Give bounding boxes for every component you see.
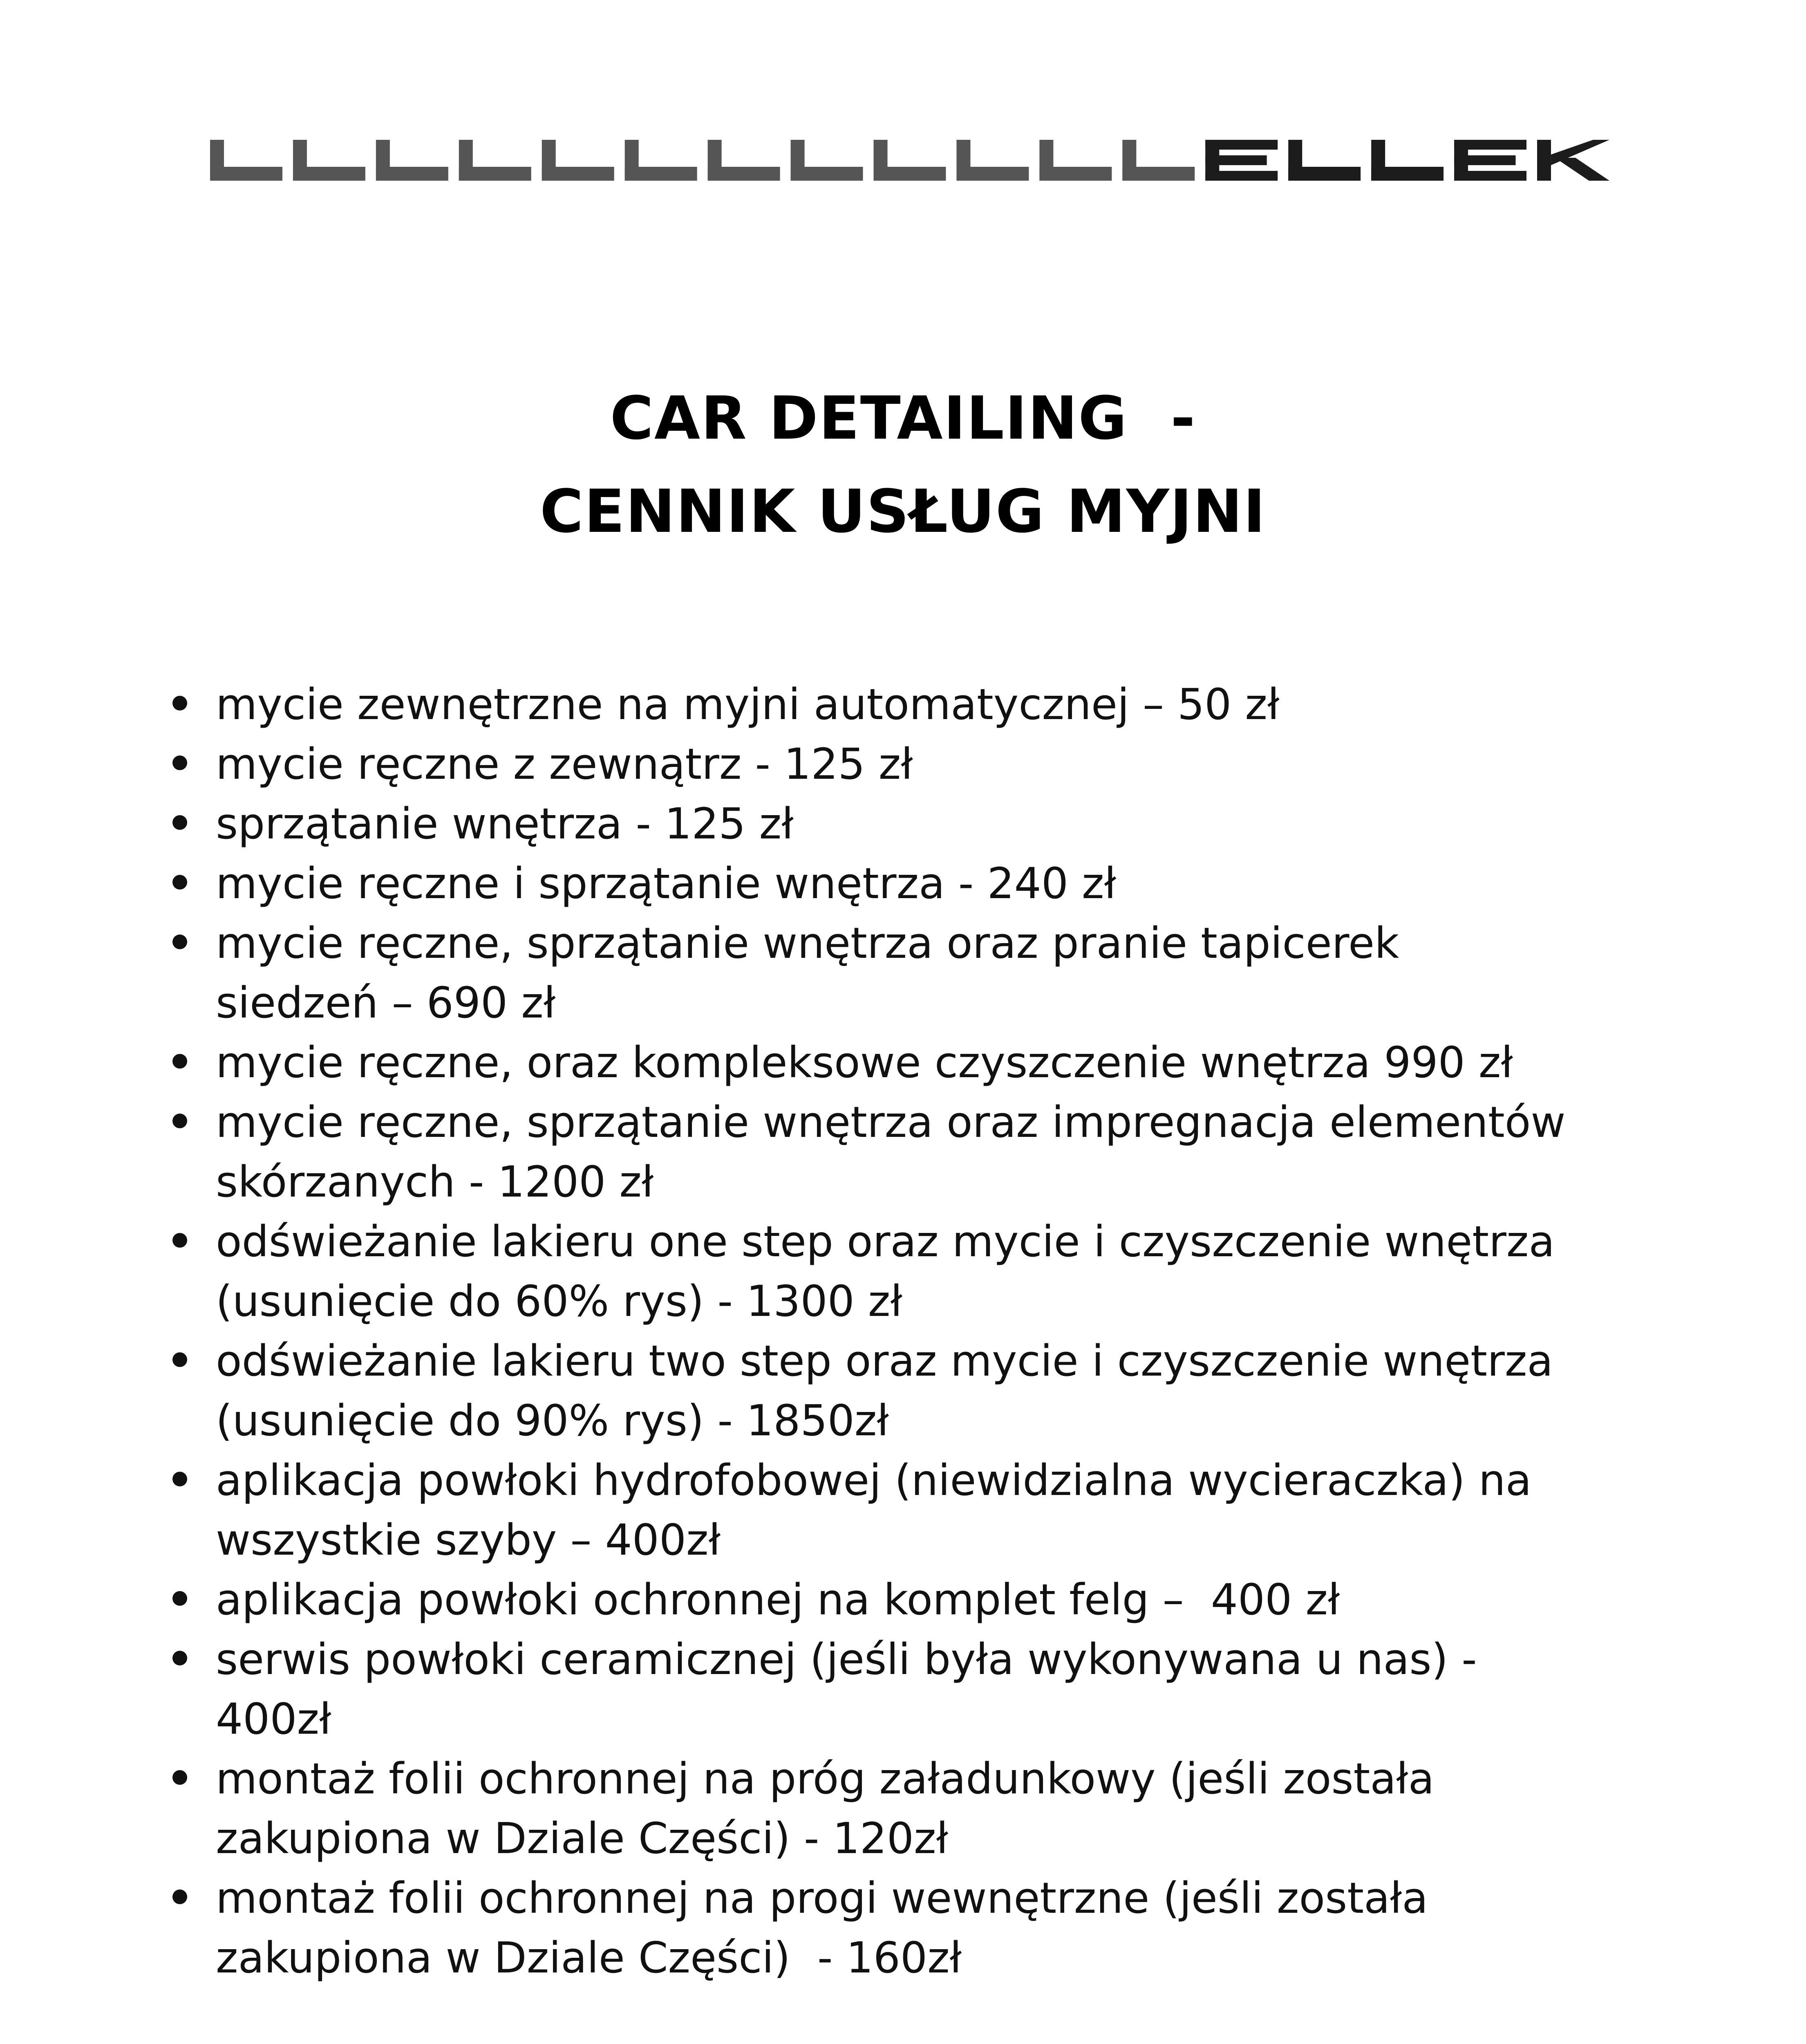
bullet-icon <box>172 1114 187 1128</box>
service-text-line: mycie ręczne, sprzątanie wnętrza oraz impregnacja elementów <box>216 1097 1566 1147</box>
bullet-icon <box>172 1352 187 1367</box>
bullet-icon <box>172 1889 187 1904</box>
service-item <box>165 1868 1710 1988</box>
service-text-line: (usunięcie do 90% rys) - 1850zł <box>216 1396 889 1446</box>
service-text-line: zakupiona w Dziale Części) - 160zł <box>216 1933 962 1983</box>
lellek-logo-graphic <box>210 140 1620 181</box>
bullet-icon <box>172 1233 187 1248</box>
bullet-icon <box>172 1591 187 1606</box>
service-text-line: aplikacja powłoki ochronnej na komplet felg – 400 zł <box>216 1575 1340 1625</box>
service-text-line: serwis powłoki ceramicznej (jeśli była wykonywana u nas) - <box>216 1634 1477 1684</box>
service-text-line: aplikacja powłoki hydrofobowej (niewidzialna wycieraczka) na <box>216 1455 1532 1505</box>
service-item <box>165 1331 1710 1450</box>
service-item <box>165 1749 1710 1868</box>
service-price-list <box>165 675 1710 1988</box>
service-item <box>165 794 1710 854</box>
service-item <box>165 1629 1710 1749</box>
service-item <box>165 1033 1710 1092</box>
service-text-line: odświeżanie lakieru two step oraz mycie i czyszczenie wnętrza <box>216 1336 1553 1386</box>
service-text-line: wszystkie szyby – 400zł <box>216 1515 721 1565</box>
service-text-line: siedzeń – 690 zł <box>216 978 556 1028</box>
service-text-line: (usunięcie do 60% rys) - 1300 zł <box>216 1276 902 1326</box>
bullet-icon <box>172 1770 187 1785</box>
bullet-icon <box>172 696 187 710</box>
service-text-line: mycie ręczne z zewnątrz - 125 zł <box>216 739 913 789</box>
title-line-1: CAR DETAILING - <box>610 384 1196 453</box>
page-title <box>0 372 1806 558</box>
service-text-line: mycie zewnętrzne na myjni automatycznej – 50 zł <box>216 679 1280 729</box>
bullet-icon <box>172 755 187 770</box>
service-text-line: montaż folii ochronnej na próg załadunkowy (jeśli została <box>216 1754 1435 1804</box>
title-line-2: CENNIK USŁUG MYJNI <box>540 477 1266 546</box>
service-text-line: zakupiona w Dziale Części) - 120zł <box>216 1813 949 1863</box>
service-item <box>165 1092 1710 1212</box>
service-item <box>165 1212 1710 1331</box>
service-text-line: 400zł <box>216 1694 331 1744</box>
bullet-icon <box>172 875 187 890</box>
service-text-line: mycie ręczne, oraz kompleksowe czyszczenie wnętrza 990 zł <box>216 1038 1513 1087</box>
bullet-icon <box>172 1472 187 1486</box>
service-item <box>165 675 1710 734</box>
bullet-icon <box>172 935 187 949</box>
service-item <box>165 1450 1710 1570</box>
service-text-line: sprzątanie wnętrza - 125 zł <box>216 799 794 849</box>
bullet-icon <box>172 1054 187 1069</box>
service-text-line: odświeżanie lakieru one step oraz mycie i czyszczenie wnętrza <box>216 1217 1555 1266</box>
service-text-line: mycie ręczne, sprzątanie wnętrza oraz pranie tapicerek <box>216 918 1399 968</box>
bullet-icon <box>172 815 187 830</box>
service-text-line: mycie ręczne i sprzątanie wnętrza - 240 zł <box>216 858 1117 908</box>
service-item <box>165 734 1710 794</box>
service-text-line: skórzanych - 1200 zł <box>216 1157 654 1207</box>
brand-logo-top <box>210 140 1620 181</box>
service-text-line: montaż folii ochronnej na progi wewnętrzne (jeśli została <box>216 1873 1428 1923</box>
bullet-icon <box>172 1651 187 1665</box>
service-item <box>165 1570 1710 1629</box>
service-item <box>165 854 1710 913</box>
service-item <box>165 913 1710 1033</box>
